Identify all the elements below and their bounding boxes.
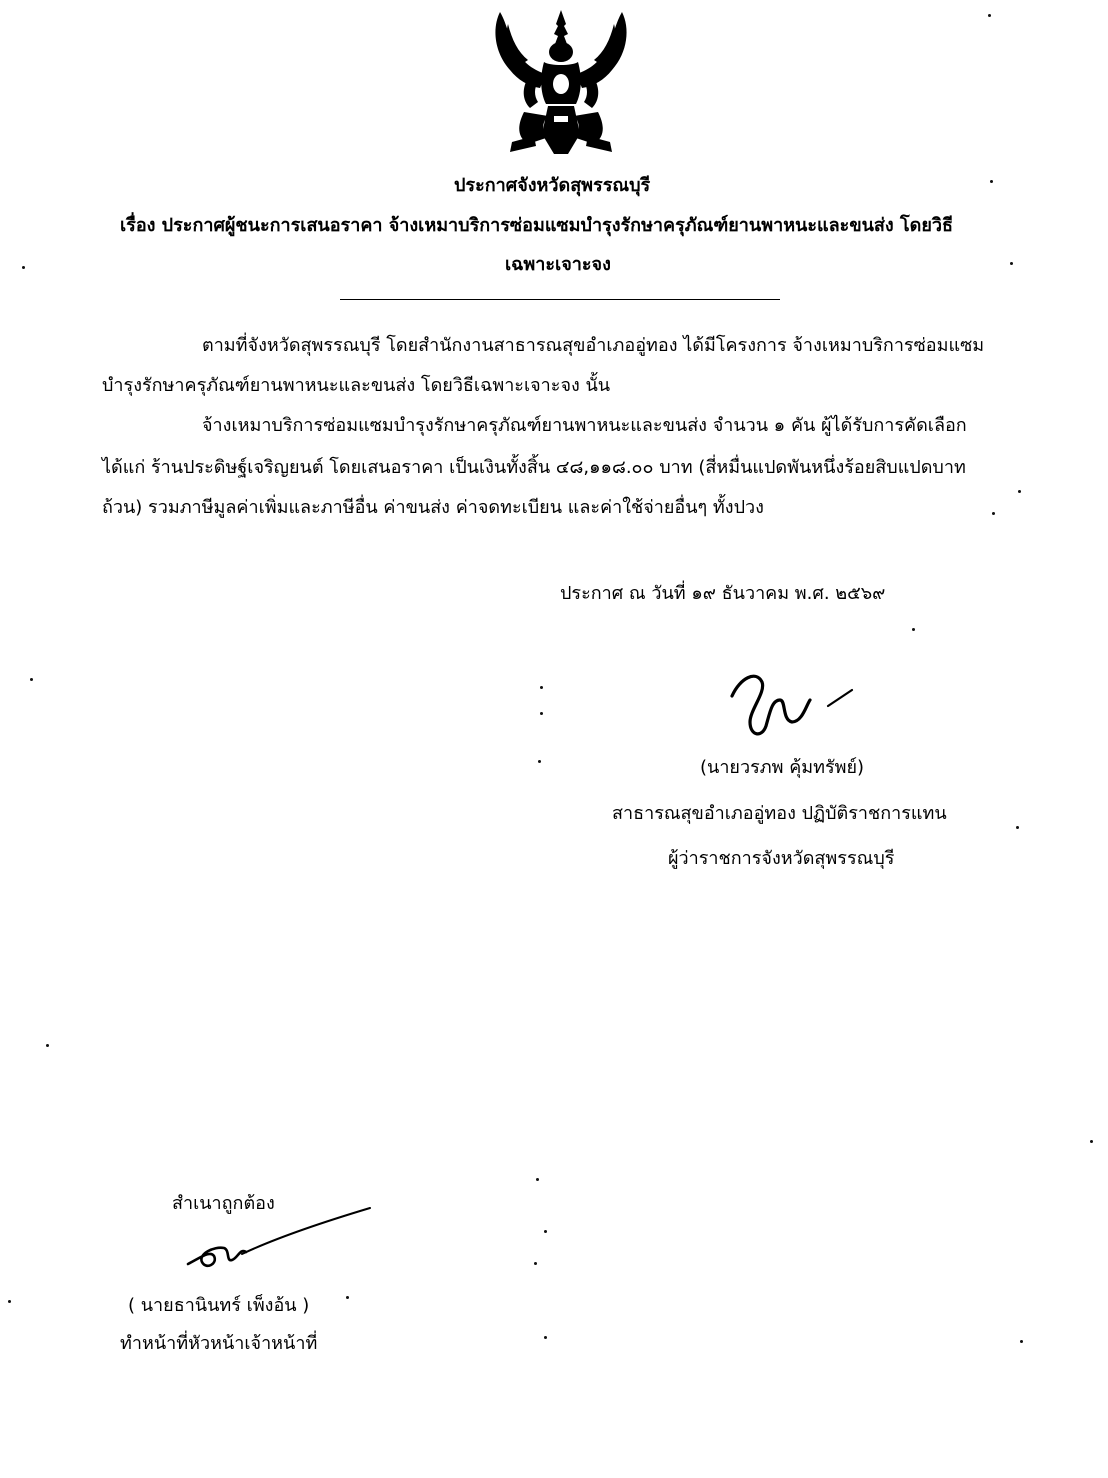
paragraph-2-line-3: ถ้วน) รวมภาษีมูลค่าเพิ่มและภาษีอื่น ค่าขนส่ง ค่าจดทะเบียน และค่าใช้จ่ายอื่นๆ ทั้งปวง: [102, 497, 764, 518]
scan-speck: [30, 678, 33, 681]
certified-copy-label: สำเนาถูกต้อง: [172, 1193, 275, 1214]
scan-speck: [346, 1296, 349, 1299]
scan-speck: [988, 14, 991, 17]
scan-speck: [1018, 490, 1021, 493]
certifier-signature-icon: [180, 1200, 380, 1280]
paragraph-1-line-2: บำรุงรักษาครุภัณฑ์ยานพาหนะและขนส่ง โดยวิธีเฉพาะเจาะจง นั้น: [102, 375, 611, 396]
subject-line-1: เรื่อง ประกาศผู้ชนะการเสนอราคา จ้างเหมาบริการซ่อมแซมบำรุงรักษาครุภัณฑ์ยานพาหนะและขนส่ง โดยวิธี: [120, 215, 953, 236]
scan-speck: [1010, 262, 1013, 265]
paragraph-1-line-1: ตามที่จังหวัดสุพรรณบุรี โดยสำนักงานสาธารณสุขอำเภออู่ทอง ได้มีโครงการ จ้างเหมาบริการซ่อมแซม: [202, 335, 985, 356]
scan-speck: [992, 512, 995, 515]
agency-heading: ประกาศจังหวัดสุพรรณบุรี: [454, 175, 651, 196]
scan-speck: [912, 628, 915, 631]
paragraph-2-line-2: ได้แก่ ร้านประดิษฐ์เจริญยนต์ โดยเสนอราคา เป็นเงินทั้งสิ้น ๔๘,๑๑๘.๐๐ บาท (สี่หมื่นแปดพันหนึ่งร้อยสิบแปดบาท: [102, 457, 966, 478]
scan-speck: [1090, 1140, 1093, 1143]
scan-speck: [8, 1300, 11, 1303]
scan-speck: [540, 712, 543, 715]
scan-speck: [1016, 826, 1019, 829]
header-divider: [340, 299, 780, 300]
handwritten-signature-icon: [710, 660, 870, 746]
announcement-date: ประกาศ ณ วันที่ ๑๙ ธันวาคม พ.ศ. ๒๕๖๙: [560, 583, 886, 604]
scan-speck: [22, 266, 25, 269]
signatory-title-line-1: สาธารณสุขอำเภออู่ทอง ปฏิบัติราชการแทน: [612, 803, 947, 824]
subject-line-2: เฉพาะเจาะจง: [505, 254, 611, 275]
scan-speck: [46, 1044, 49, 1047]
scan-speck: [544, 1230, 547, 1233]
signatory-title-line-2: ผู้ว่าราชการจังหวัดสุพรรณบุรี: [668, 848, 895, 869]
signatory-name: (นายวรภพ คุ้มทรัพย์): [700, 757, 865, 778]
scan-speck: [544, 1336, 547, 1339]
scan-speck: [1020, 1340, 1023, 1343]
paragraph-2-line-1: จ้างเหมาบริการซ่อมแซมบำรุงรักษาครุภัณฑ์ยานพาหนะและขนส่ง จำนวน ๑ คัน ผู้ได้รับการคัดเลือก: [202, 415, 967, 436]
certifier-title: ทำหน้าที่หัวหน้าเจ้าหน้าที่: [120, 1333, 318, 1354]
garuda-emblem-icon: [488, 4, 634, 156]
scan-speck: [534, 1262, 537, 1265]
scan-speck: [536, 1178, 539, 1181]
scan-speck: [538, 760, 541, 763]
scan-speck: [540, 686, 543, 689]
certifier-name: ( นายธานินทร์ เพ็งอ้น ): [128, 1295, 310, 1316]
scan-speck: [990, 180, 993, 183]
